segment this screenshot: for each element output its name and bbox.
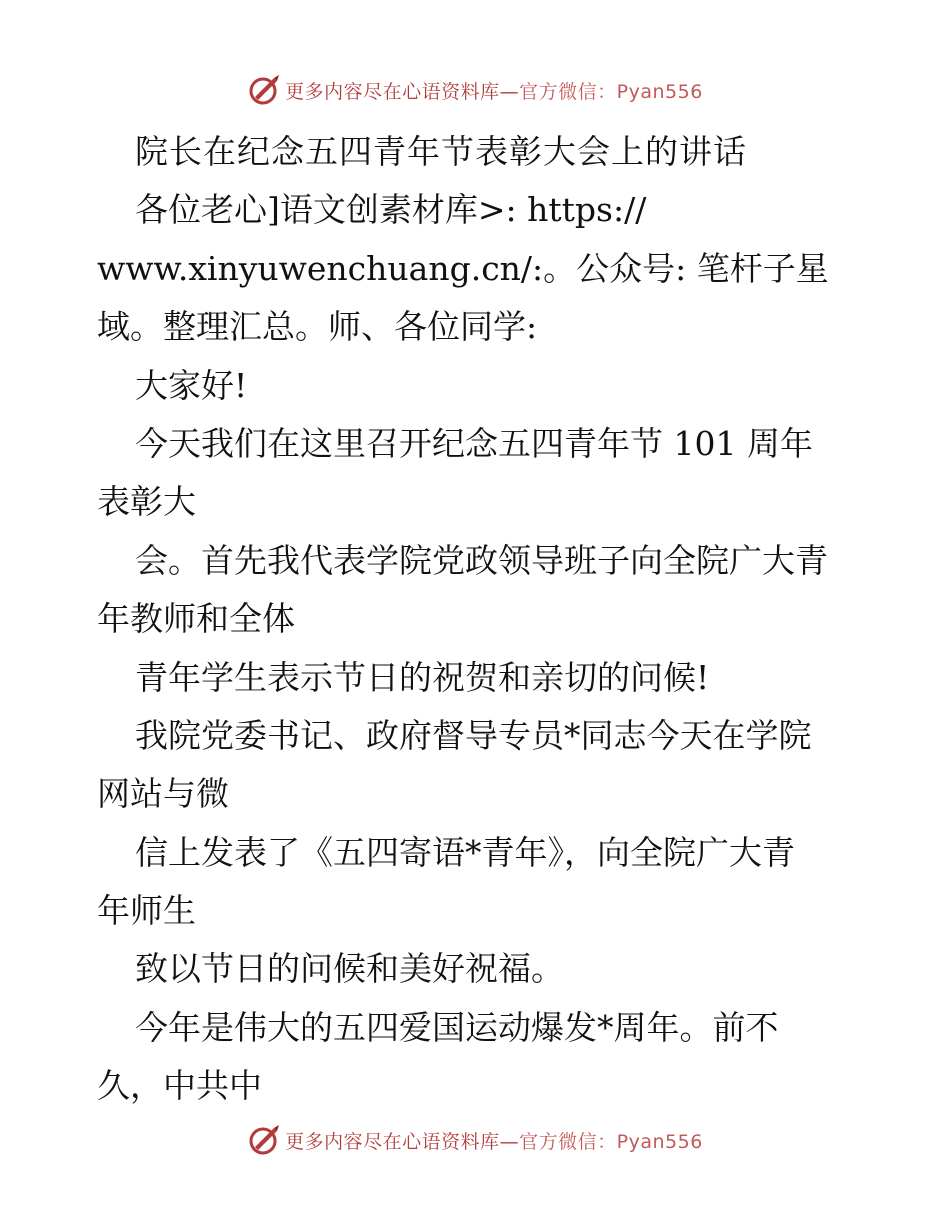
document-body [97, 123, 867, 1116]
text-line: 年师生 [97, 891, 196, 931]
quill-pen-logo-icon [247, 73, 281, 107]
banner-slogan: 更多内容尽在心语资料库—官方微信：Pyan556 [285, 80, 703, 103]
quill-pen-logo-icon [247, 1123, 281, 1157]
text-line: 表彰大 [97, 482, 196, 522]
text-line: 久，中共中 [97, 1066, 262, 1106]
text-line: 我院党委书记、政府督导专员*同志今天在学院 [135, 715, 812, 755]
text-line: 网站与微 [97, 774, 229, 814]
text-line: 各位老心]语文创素材库>: https:// [135, 190, 647, 230]
text-line: 今天我们在这里召开纪念五四青年节 101 周年 [135, 423, 813, 463]
text-line: 致以节日的问候和美好祝福。 [135, 949, 564, 989]
document-title: 院长在纪念五四青年节表彰大会上的讲话 [135, 132, 747, 171]
footer-banner [0, 1120, 950, 1160]
header-banner [0, 70, 950, 110]
text-line: 今年是伟大的五四爱国运动爆发*周年。前不 [135, 1007, 779, 1047]
text-line: 青年学生表示节日的祝贺和亲切的问候! [135, 657, 710, 697]
banner-slogan: 更多内容尽在心语资料库—官方微信：Pyan556 [285, 1130, 703, 1153]
text-line: 会。首先我代表学院党政领导班子向全院广大青 [135, 540, 828, 580]
text-line: www.xinyuwenchuang.cn/:。公众号: 笔杆子星 [97, 248, 829, 288]
text-line: 年教师和全体 [97, 599, 295, 639]
text-line: 域。整理汇总。师、各位同学: [97, 307, 538, 347]
text-line: 大家好! [135, 365, 248, 405]
text-line: 信上发表了《五四寄语*青年》，向全院广大青 [135, 832, 795, 872]
